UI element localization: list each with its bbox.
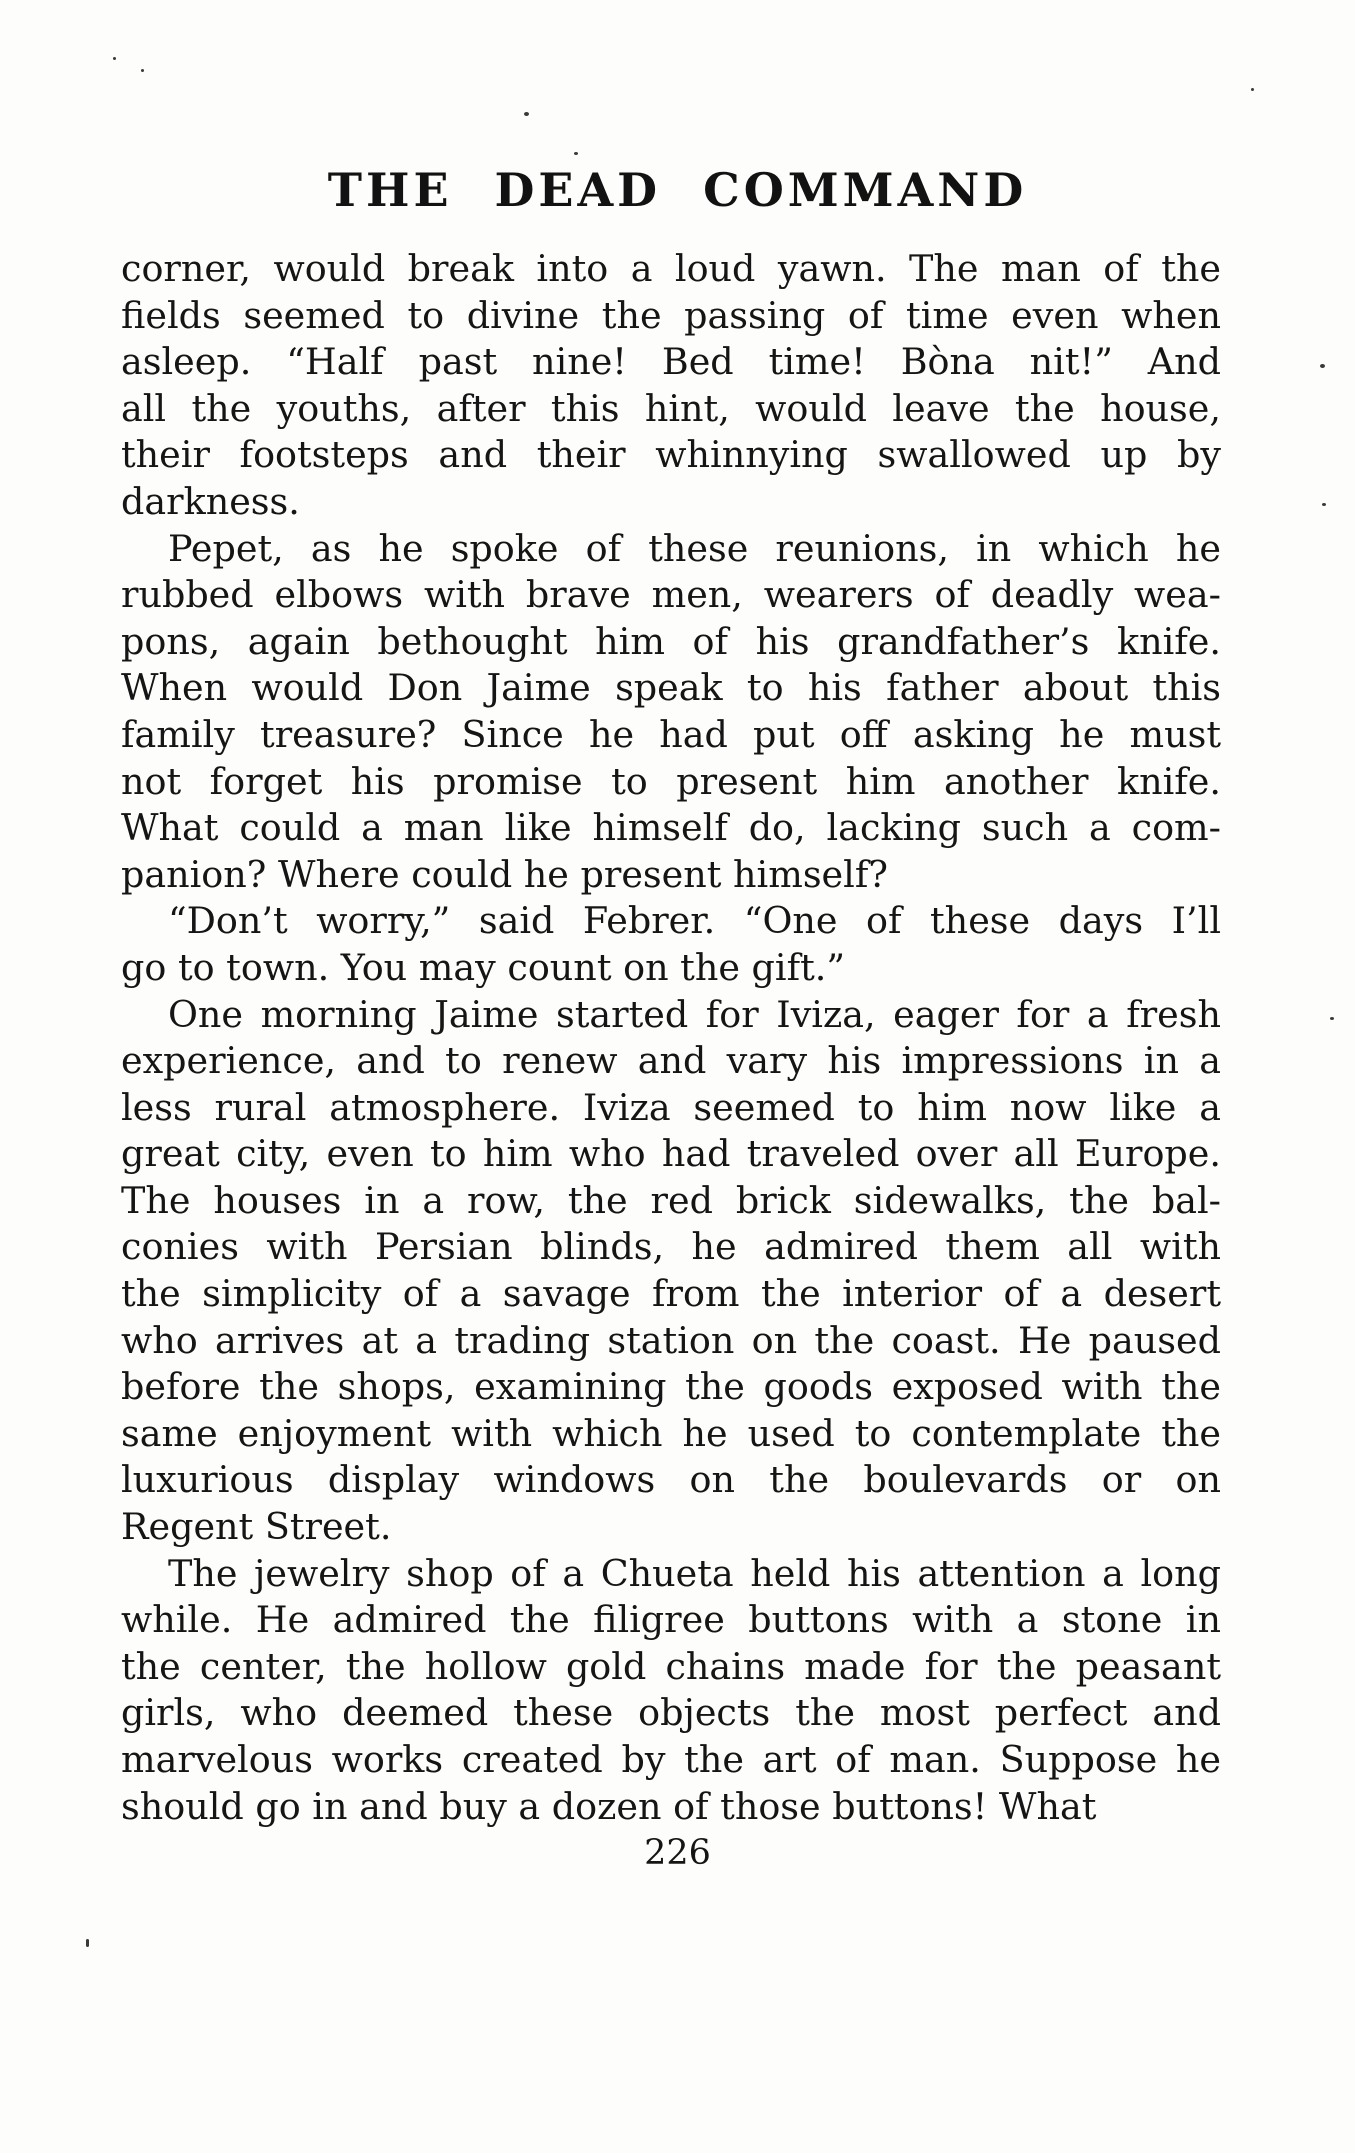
page-body <box>121 246 1221 1830</box>
scan-speck <box>141 69 144 72</box>
text-line: What could a man like himself do, lacking such a com- <box>121 806 1221 850</box>
text-line: not forget his promise to present him another knife. <box>121 759 1221 803</box>
text-line: go to town. You may count on the gift.” <box>121 945 846 989</box>
text-line: all the youths, after this hint, would leave the house, <box>121 386 1221 430</box>
text-line: asleep. “Half past nine! Bed time! Bòna nit!” And <box>121 340 1221 384</box>
page-title: THE DEAD COMMAND <box>327 163 1028 217</box>
paragraph <box>121 246 1221 526</box>
text-line: Regent Street. <box>121 1505 392 1549</box>
paragraph <box>121 1551 1221 1831</box>
text-line: girls, who deemed these objects the most perfect and <box>121 1691 1221 1735</box>
text-line: rubbed elbows with brave men, wearers of deadly wea- <box>121 573 1221 617</box>
scan-speck <box>1320 364 1325 368</box>
text-line: The houses in a row, the red brick sidewalks, the bal- <box>121 1178 1221 1222</box>
text-line: marvelous works created by the art of man. Suppose he <box>121 1738 1221 1781</box>
text-line: The jewelry shop of a Chueta held his attention a long <box>168 1551 1221 1595</box>
scan-speck <box>574 152 578 155</box>
paragraph <box>121 992 1221 1551</box>
text-line: “Don’t worry,” said Febrer. “One of these days I’ll <box>168 899 1221 943</box>
scan-speck <box>113 57 116 60</box>
text-line: darkness. <box>121 479 300 523</box>
text-line: should go in and buy a dozen of those buttons! What <box>121 1784 1097 1828</box>
text-line: who arrives at a trading station on the coast. He paused <box>121 1318 1221 1362</box>
text-line: same enjoyment with which he used to contemplate the <box>121 1411 1221 1455</box>
paragraph <box>121 898 1221 991</box>
text-line: great city, even to him who had traveled over all Europe. <box>121 1132 1221 1176</box>
text-line: fields seemed to divine the passing of time even when <box>121 293 1221 337</box>
text-line: corner, would break into a loud yawn. The man of the <box>121 247 1221 290</box>
text-line: the center, the hollow gold chains made for the peasant <box>121 1644 1221 1688</box>
text-line: luxurious display windows on the boulevards or on <box>121 1458 1221 1502</box>
text-line: the simplicity of a savage from the interior of a desert <box>121 1272 1221 1316</box>
scan-speck <box>86 1939 89 1947</box>
text-line: their footsteps and their whinnying swallowed up by <box>121 433 1221 477</box>
text-line: while. He admired the filigree buttons with a stone in <box>121 1598 1221 1642</box>
text-line: pons, again bethought him of his grandfather’s knife. <box>121 619 1221 663</box>
scan-speck <box>524 112 529 116</box>
scan-speck <box>1251 88 1254 91</box>
text-line: conies with Persian blinds, he admired them all with <box>121 1225 1221 1269</box>
scan-speck <box>1322 503 1326 506</box>
page-number: 226 <box>644 1833 711 1873</box>
text-line: before the shops, examining the goods exposed with the <box>121 1365 1221 1409</box>
paragraph <box>121 526 1221 899</box>
text-line: panion? Where could he present himself? <box>121 852 888 896</box>
text-line: Pepet, as he spoke of these reunions, in which he <box>168 526 1221 570</box>
text-line: family treasure? Since he had put off asking he must <box>121 712 1221 756</box>
text-line: less rural atmosphere. Iviza seemed to him now like a <box>121 1085 1221 1129</box>
text-line: experience, and to renew and vary his impressions in a <box>121 1039 1221 1083</box>
text-line: When would Don Jaime speak to his father about this <box>121 666 1221 710</box>
scan-speck <box>1330 1017 1334 1020</box>
text-line: One morning Jaime started for Iviza, eager for a fresh <box>168 992 1221 1036</box>
